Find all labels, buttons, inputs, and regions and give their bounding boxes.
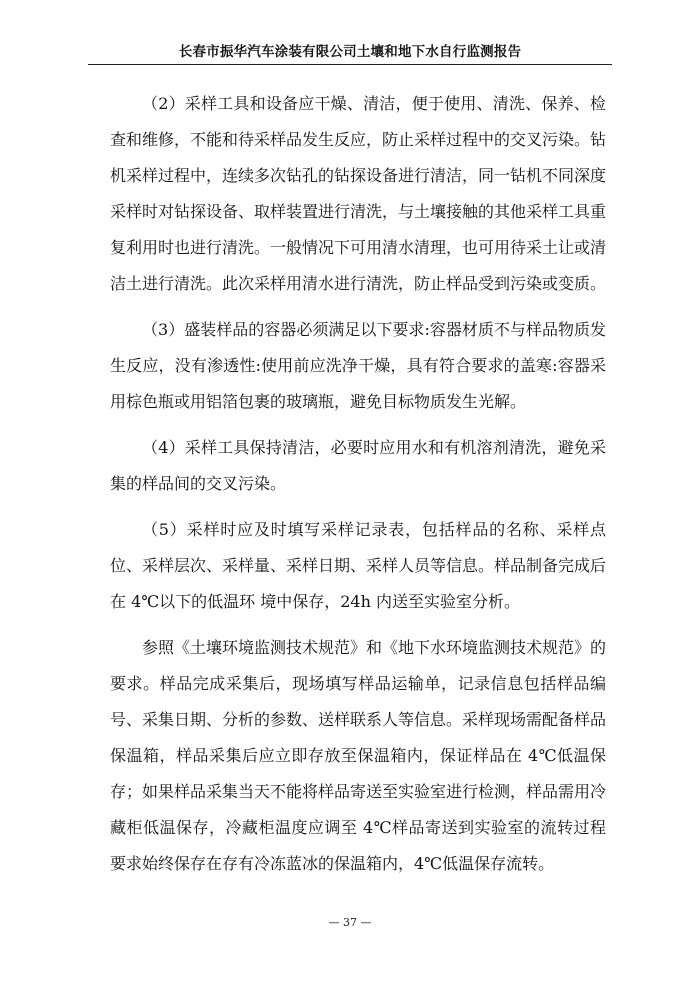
page-number: — 37 — [328,916,372,929]
paragraph-sample-transport: 参照《土壤环境监测技术规范》和《地下水环境监测技术规范》的要求。样品完成采集后，现场填写样品运输单，记录信息包括样品编号、采集日期、分析的参数、送样联系人等信息。采样现场需配备样品保温箱，样品采集后应立即存放至保温箱内，保证样品在 4℃低温保存；如果样品采集当天不能将样品寄送至实验室进行检测，样品需用冷藏柜低温保存，冷藏柜温度应调至 4℃样品寄送到实验室的流转过程要求始终保存在存有冷冻蓝冰的保温箱内，4℃低温保存流转。 [110,638,607,873]
report-header-title: 长春市振华汽车涂装有限公司土壤和地下水自行监测报告 [178,44,522,60]
header-divider [88,64,612,65]
paragraph-sampling-tools: （2）采样工具和设备应干燥、清洁，便于使用、清洗、保养、检查和维修，不能和待采样品发生反应，防止采样过程中的交叉污染。钻机采样过程中，连续多次钻孔的钻探设备进行清洁，同一钻机不同深度采样时对钻探设备、取样装置进行清洗，与土壤接触的其他采样工具重复利用时也进行清洗。一般情况下可用清水清理，也可用待采土让或清洁土进行清洗。此次采样用清水进行清洗，防止样品受到污染或变质。 [110,94,607,293]
document-body [110,86,606,892]
paragraph-sampling-records: （5）采样时应及时填写采样记录表，包括样品的名称、采样点位、采样层次、采样量、采样日期、采样人员等信息。样品制备完成后在 4℃以下的低温环 境中保存，24h 内送至实验室分析。 [110,520,607,611]
paragraph-tool-cleaning: （4）采样工具保持清洁，必要时应用水和有机溶剂清洗，避免采集的样品间的交叉污染。 [110,438,606,493]
paragraph-sample-containers: （3）盛装样品的容器必须满足以下要求:容器材质不与样品物质发生反应，没有渗透性:使用前应洗净干燥，具有符合要求的盖寒:容器采用棕色瓶或用铝箔包裹的玻璃瓶，避免目标物质发生光解。 [110,320,606,411]
